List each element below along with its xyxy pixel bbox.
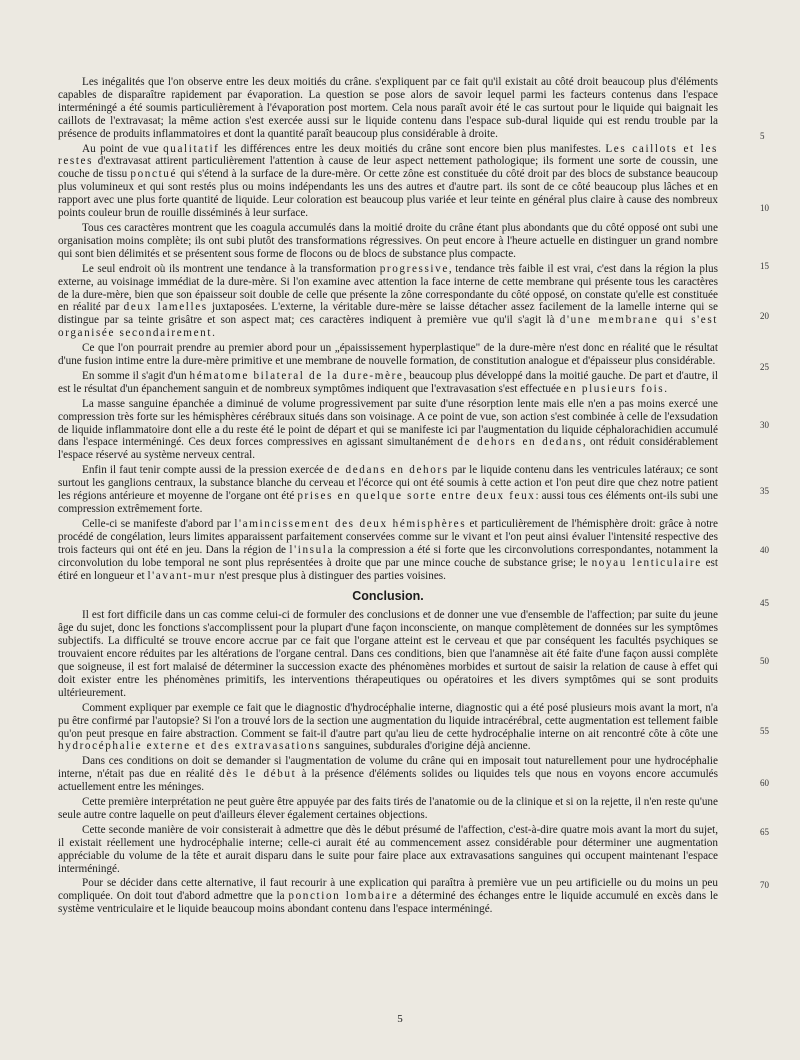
spaced-emphasis: dès le début	[219, 768, 297, 781]
paragraph	[58, 609, 718, 699]
text-run: Pour se décider dans cette alternative, il faut recourir à une explication qui paraîtra à première vue un peu artificielle ou du moins un peu compliquée. On doit tout d'abord admettre que la	[58, 877, 718, 903]
text-run: est étiré en longueur et	[58, 556, 718, 582]
line-number: 20	[760, 311, 769, 321]
text-run: Enfin il faut tenir compte aussi de la pression exercée	[82, 464, 328, 477]
spaced-emphasis: ponction lombaire	[288, 890, 399, 903]
line-number: 10	[760, 203, 769, 213]
paragraph	[58, 877, 718, 916]
text-run: Comment expliquer par exemple ce fait que le diagnostic d'hydrocéphalie interne, diagnostic qui a été posé plusieurs mois avant la mort, n'a pu être confirmé par l'autopsie? Si l'on a trouvé lors de la section une augmentation du liquide intracérébral, cette augmentation est tellement faible qu'on peut presque en faire abstraction. Comment se fait-il d'autre part qu'au lieu de cette hydrocéphalie interne on ait rencontré côte à côte une	[58, 701, 718, 740]
text-run: , beaucoup plus développé dans la moitié gauche. De part et d'autre, il est le résultat d'un épanchement sanguin et de nombreux symptômes indiquent que l'extravasation s'est effectuée	[58, 369, 719, 395]
paragraph	[58, 342, 718, 368]
line-number: 65	[760, 827, 769, 837]
line-number: 40	[760, 545, 769, 555]
text-run: Il est fort difficile dans un cas comme celui-ci de formuler des conclusions et de donner une vue d'ensemble de l'affection; par suite du jeune âge du sujet, donc les fonctions s'accomplissent pour la plupart d'une façon inconsciente, on manque complètement de données sur les symptômes subjectifs. La difficulté se trouve encore accrue par ce fait que l'organe atteint est le cerveau et que par conséquent les facultés psychiques se trouvaient encore réduites par les altérations de l'organe central. Dans ces conditions, bien que l'anamnèse ait été faite d'une façon aussi complète que soigneuse, il est fort malaisé de déterminer la succession exacte des phénomènes morbides et surtout de saisir la relation de cause à effet qui doit exister entre les phénomènes primitifs, les interventions thérapeutiques ou opératoires et les divers symptômes qui se sont produits ultérieurement.	[58, 609, 718, 699]
text-run: la compression a été si forte que les circonvolutions correspondantes, notamment la circonvolution du lobe temporal ne sont plus représentées à droite que par une mince couche de substance grise; le	[58, 543, 718, 569]
text-run: juxtaposées. L'externe, la véritable dure-mère se laisse détacher assez facilement de la lamelle interne qui se distingue par sa teinte grisâtre et son aspect mat; ces caractères indiquent à première vue qu'il s'agit là	[58, 301, 718, 327]
paragraph	[58, 702, 718, 754]
line-number: 70	[760, 880, 769, 890]
spaced-emphasis: l'avant-mur	[147, 569, 217, 582]
spaced-emphasis: hématome bilateral de la dure-mère	[189, 369, 404, 382]
spaced-emphasis: l'amincissement des deux hémisphères	[234, 517, 467, 530]
line-number: 50	[760, 656, 769, 666]
paragraph	[58, 755, 718, 794]
text-run: et particulièrement de l'hémisphère droit: grâce à notre procédé de congélation, leurs limites apparaissent parfaitement conservées comme sur le vivant et l'on peut ainsi évaluer l'intensité respective des trois facteurs qui ont été en jeu. Dans la région de	[58, 517, 718, 556]
text-run: .	[664, 382, 668, 395]
line-number: 15	[760, 261, 769, 271]
paragraph	[58, 464, 718, 516]
text-run: La masse sanguine épanchée a diminué de volume progressivement par suite d'une résorption lente mais elle n'en a pas moins exercé une compression très forte sur les hémisphères cérébraux situés dans son voisinage. A ce point de vue, son action s'est combinée à celle de l'exsudation de liquide inflammatoire dont elle a du reste été le point de départ et qui se manifeste ici par l'augmentation du liquide céphalorachidien accumulé dans l'espace interméningé. Ces deux forces compressives en agissant simultanément	[58, 397, 718, 449]
line-number: 55	[760, 726, 769, 736]
spaced-emphasis: ponctué	[130, 168, 178, 181]
paragraph	[58, 518, 718, 583]
body-text	[58, 76, 718, 918]
line-number: 45	[760, 598, 769, 608]
text-run: d'extravasat attirent particulièrement l'attention à cause de leur aspect nettement pathologique; ils forment une sorte de coussin, une couche de tissu	[58, 155, 718, 181]
text-section-conclusion	[58, 609, 718, 916]
text-run: n'est presque plus à distinguer des parties voisines.	[216, 569, 446, 582]
text-run: sanguines, subdurales d'origine déjà ancienne.	[321, 740, 531, 753]
paragraph	[58, 398, 718, 463]
text-run: Cette première interprétation ne peut guère être appuyée par des faits tirés de l'anatomie ou de la clinique et si on la rejette, il n'en reste qu'une seule autre contre laquelle on peut d'ailleurs élever également certaines objections.	[58, 796, 718, 821]
paragraph	[58, 263, 718, 340]
text-run: : aussi tous ces éléments ont-ils subi une compression extrêmement forte.	[58, 490, 718, 515]
line-number: 35	[760, 486, 769, 496]
text-run: qui s'étend à la surface de la dure-mère. Or cette zône est constituée du côté droit par des blocs de substance beaucoup plus volumineux et qui sont restés plus ou moins indépendants les uns des autres et d'autre part. ils sont de ce côté beaucoup plus lâches et en rapport avec une plus forte quantité de liquide. Leur coloration est beaucoup plus variée et leur teinte en général plus claire à cause des nombreux points couleur brun de rouille disséminés à leur surface.	[58, 168, 718, 220]
text-run: Au point de vue	[82, 142, 164, 155]
text-section-findings	[58, 76, 718, 582]
text-run: Ce que l'on pourrait prendre au premier abord pour un „épaississement hyperplastique" de la dure-mère n'est donc en réalité que le résultat d'une fusion intime entre la dure-mère primitive et une membrane de nouvelle formation, de constitution analogue et d'épaisseur plus considérable.	[58, 342, 718, 368]
section-heading: Conclusion.	[352, 589, 424, 604]
line-number: 25	[760, 362, 769, 372]
spaced-emphasis: l'insula	[289, 543, 335, 556]
text-run: Cette seconde manière de voir consisterait à admettre que dès le début présumé de l'affection, c'est-à-dire quatre mois avant la mort du sujet, il existait réellement une hydrocéphalie interne; celle-ci aurait été au commencement assez considérable pour déterminer une augmentation appréciable du volume de la tête et aurait disparu dans le suite pour faire place aux extravasations sanguines qui occupent maintenant l'espace interméningé.	[58, 823, 718, 875]
line-number: 30	[760, 420, 769, 430]
text-run: à la présence d'éléments solides ou liquides tels que nous en voyons encore accumulés actuellement entre les méninges.	[58, 768, 718, 794]
paragraph	[58, 370, 718, 396]
text-run: Celle-ci se manifeste d'abord par	[82, 517, 235, 530]
paragraph	[58, 143, 718, 220]
page-number: 5	[397, 1013, 403, 1025]
text-run: a déterminé des échanges entre le liquide accumulé en excès dans le système ventriculaire et le liquide beaucoup moins abondant contenu dans l'espace interméningé.	[58, 890, 718, 916]
paragraph	[58, 222, 718, 261]
paragraph	[58, 824, 718, 876]
spaced-emphasis: en plusieurs fois	[563, 382, 665, 395]
spaced-emphasis: qualitatif	[163, 142, 220, 155]
text-run: .	[212, 327, 215, 340]
spaced-emphasis: noyau lenticulaire	[591, 556, 702, 569]
text-run: les différences entre les deux moitiés du crâne sont encore bien plus manifestes.	[219, 142, 606, 155]
text-run: Dans ces conditions on doit se demander si l'augmentation de volume du crâne qui en imposait tout naturellement pour une hydrocéphalie interne, n'était pas due en réalité	[58, 755, 718, 781]
spaced-emphasis: progressive	[379, 262, 449, 275]
text-run: , ont réduit considérablement l'espace réservé au système nerveux central.	[58, 436, 718, 462]
text-run: Le seul endroit où ils montrent une tendance à la transformation	[82, 262, 380, 275]
spaced-emphasis: hydrocéphalie externe et des extravasations	[58, 740, 322, 753]
text-run: Tous ces caractères montrent que les coagula accumulés dans la moitié droite du crâne étant plus abondants que du côté opposé ont subi une organisation moins complète; ils ont subi plutôt des transformations régressives. On peut encore à l'heure actuelle en distinguer un grand nombre qui sont bien délimités et se présentent sous forme de flocons ou de blocs de substance plus compacte.	[58, 221, 718, 260]
spaced-emphasis: deux lamelles	[123, 301, 208, 314]
text-run: par le liquide contenu dans les ventricules latéraux; ce sont surtout les ganglions centraux, la substance blanche du cerveau et l'écorce qui ont été soumis à cette action et l'on peut dire que chez notre patient les régions antérieure et moyenne de l'organe ont été	[58, 464, 718, 503]
text-run: , tendance très faible il est vrai, c'est dans la région la plus externe, au voisinage immédiat de la dure-mère. Si l'on examine avec attention la face interne de cette membrane qui présente tous les caractères de la dure-mère, bien que son épaisseur soit double de celle que présente la zône correspondante du côté opposé, on constate qu'elle est constituée en réalité par	[58, 262, 719, 314]
text-run: En somme il s'agit d'un	[82, 369, 190, 382]
spaced-emphasis: prises en quelque sorte entre deux feux	[297, 490, 536, 503]
line-number: 5	[760, 131, 765, 141]
paragraph	[58, 796, 718, 822]
spaced-emphasis: d'une membrane qui s'est organisée secondairement	[58, 314, 719, 340]
paragraph	[58, 76, 718, 141]
text-run: Les inégalités que l'on observe entre les deux moitiés du crâne. s'expliquent par ce fait qu'il existait au côté droit beaucoup plus d'éléments capables de disparaître rapidement par évaporation. La question se pose alors de savoir lequel parmi les facteurs contenus dans l'espace interméningé a été soumis particulièrement à l'évaporation post mortem. Cela nous paraît avoir été le cas surtout pour le liquide qui baignait les caillots de l'extravasat; la même action s'est exercée aussi sur le liquide contenu dans l'espace sub-dural liquide qui est rendu trouble par la présence de produits inflammatoires et dont la quantité paraît beaucoup plus considérable à droite.	[58, 76, 718, 140]
spaced-emphasis: de dehors en dedans	[457, 436, 583, 449]
spaced-emphasis: Les caillots et les restes	[58, 142, 718, 168]
line-number: 60	[760, 778, 769, 788]
spaced-emphasis: de dedans en dehors	[327, 464, 449, 477]
